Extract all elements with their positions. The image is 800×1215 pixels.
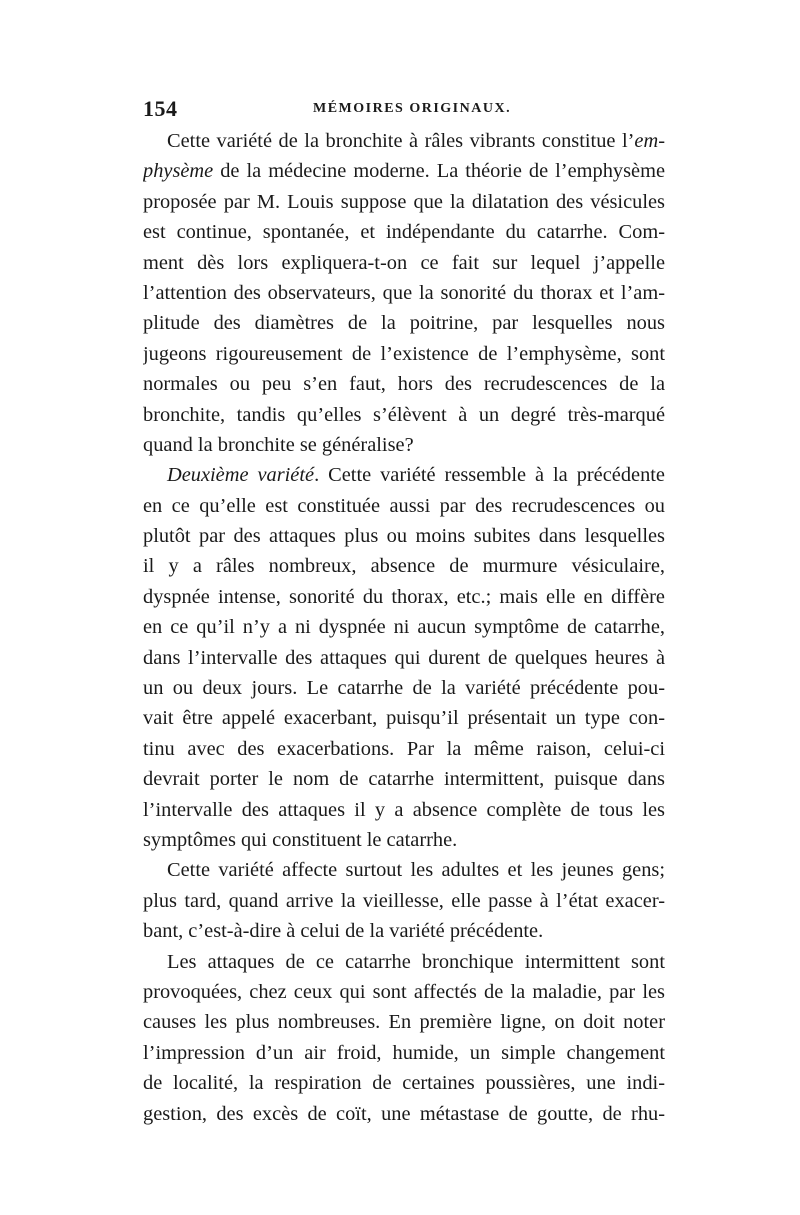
- text-line: Cette variété de la bronchite à râles vibrants constitue l’em-: [167, 130, 665, 152]
- text-line: causes les plus nombreuses. En première ligne, on doit noter: [143, 1011, 665, 1034]
- text-line: un ou deux jours. Le catarrhe de la variété précédente pou-: [143, 677, 665, 700]
- text-line: devrait porter le nom de catarrhe intermittent, puisque dans: [143, 768, 665, 791]
- text-line: quand la bronchite se généralise?: [143, 433, 414, 456]
- text-line: l’impression d’un air froid, humide, un simple changement: [143, 1041, 665, 1064]
- text-line: il y a râles nombreux, absence de murmure vésiculaire,: [143, 555, 665, 578]
- text-line: de localité, la respiration de certaines poussières, une indi-: [143, 1072, 665, 1095]
- body-text: [143, 126, 665, 1129]
- text-line: plus tard, quand arrive la vieillesse, elle passe à l’état exacer-: [143, 889, 665, 912]
- text-line: Les attaques de ce catarrhe bronchique intermittent sont: [167, 950, 665, 973]
- text-line: Cette variété affecte surtout les adultes et les jeunes gens;: [167, 859, 665, 882]
- text-line: bronchite, tandis qu’elles s’élèvent à un degré très-marqué: [143, 403, 665, 426]
- text-line: plutôt par des attaques plus ou moins subites dans lesquelles: [143, 525, 665, 548]
- text-line: l’attention des observateurs, que la sonorité du thorax et l’am-: [143, 281, 665, 304]
- text-line: proposée par M. Louis suppose que la dilatation des vésicules: [143, 190, 665, 213]
- text-line: est continue, spontanée, et indépendante du catarrhe. Com-: [143, 221, 665, 244]
- page-header: [143, 94, 665, 124]
- text-line: dans l’intervalle des attaques qui durent de quelques heures à: [143, 646, 665, 669]
- text-line: l’intervalle des attaques il y a absence complète de tous les: [143, 798, 665, 821]
- text-line: en ce qu’elle est constituée aussi par des recrudescences ou: [143, 494, 665, 517]
- text-line: dyspnée intense, sonorité du thorax, etc.; mais elle en diffère: [143, 585, 665, 608]
- text-line: normales ou peu s’en faut, hors des recrudescences de la: [143, 373, 665, 396]
- text-line: ment dès lors expliquera-t-on ce fait sur lequel j’appelle: [143, 251, 665, 274]
- running-head: MÉMOIRES ORIGINAUX.: [313, 101, 512, 116]
- text-line: physème de la médecine moderne. La théorie de l’emphysème: [143, 160, 665, 183]
- page-number: 154: [143, 96, 178, 121]
- text-line: jugeons rigoureusement de l’existence de l’emphysème, sont: [143, 342, 665, 365]
- text-line: en ce qu’il n’y a ni dyspnée ni aucun symptôme de catarrhe,: [143, 616, 665, 639]
- text-line: plitude des diamètres de la poitrine, par lesquelles nous: [143, 312, 665, 335]
- text-line: Deuxième variété. Cette variété ressemble à la précédente: [167, 464, 665, 487]
- text-line: gestion, des excès de coït, une métastase de goutte, de rhu-: [143, 1102, 665, 1125]
- text-line: tinu avec des exacerbations. Par la même raison, celui-ci: [143, 737, 665, 760]
- text-line: symptômes qui constituent le catarrhe.: [143, 828, 458, 851]
- text-line: vait être appelé exacerbant, puisqu’il présentait un type con-: [143, 707, 665, 730]
- text-line: provoquées, chez ceux qui sont affectés de la maladie, par les: [143, 980, 665, 1003]
- text-line: bant, c’est-à-dire à celui de la variété précédente.: [143, 920, 544, 943]
